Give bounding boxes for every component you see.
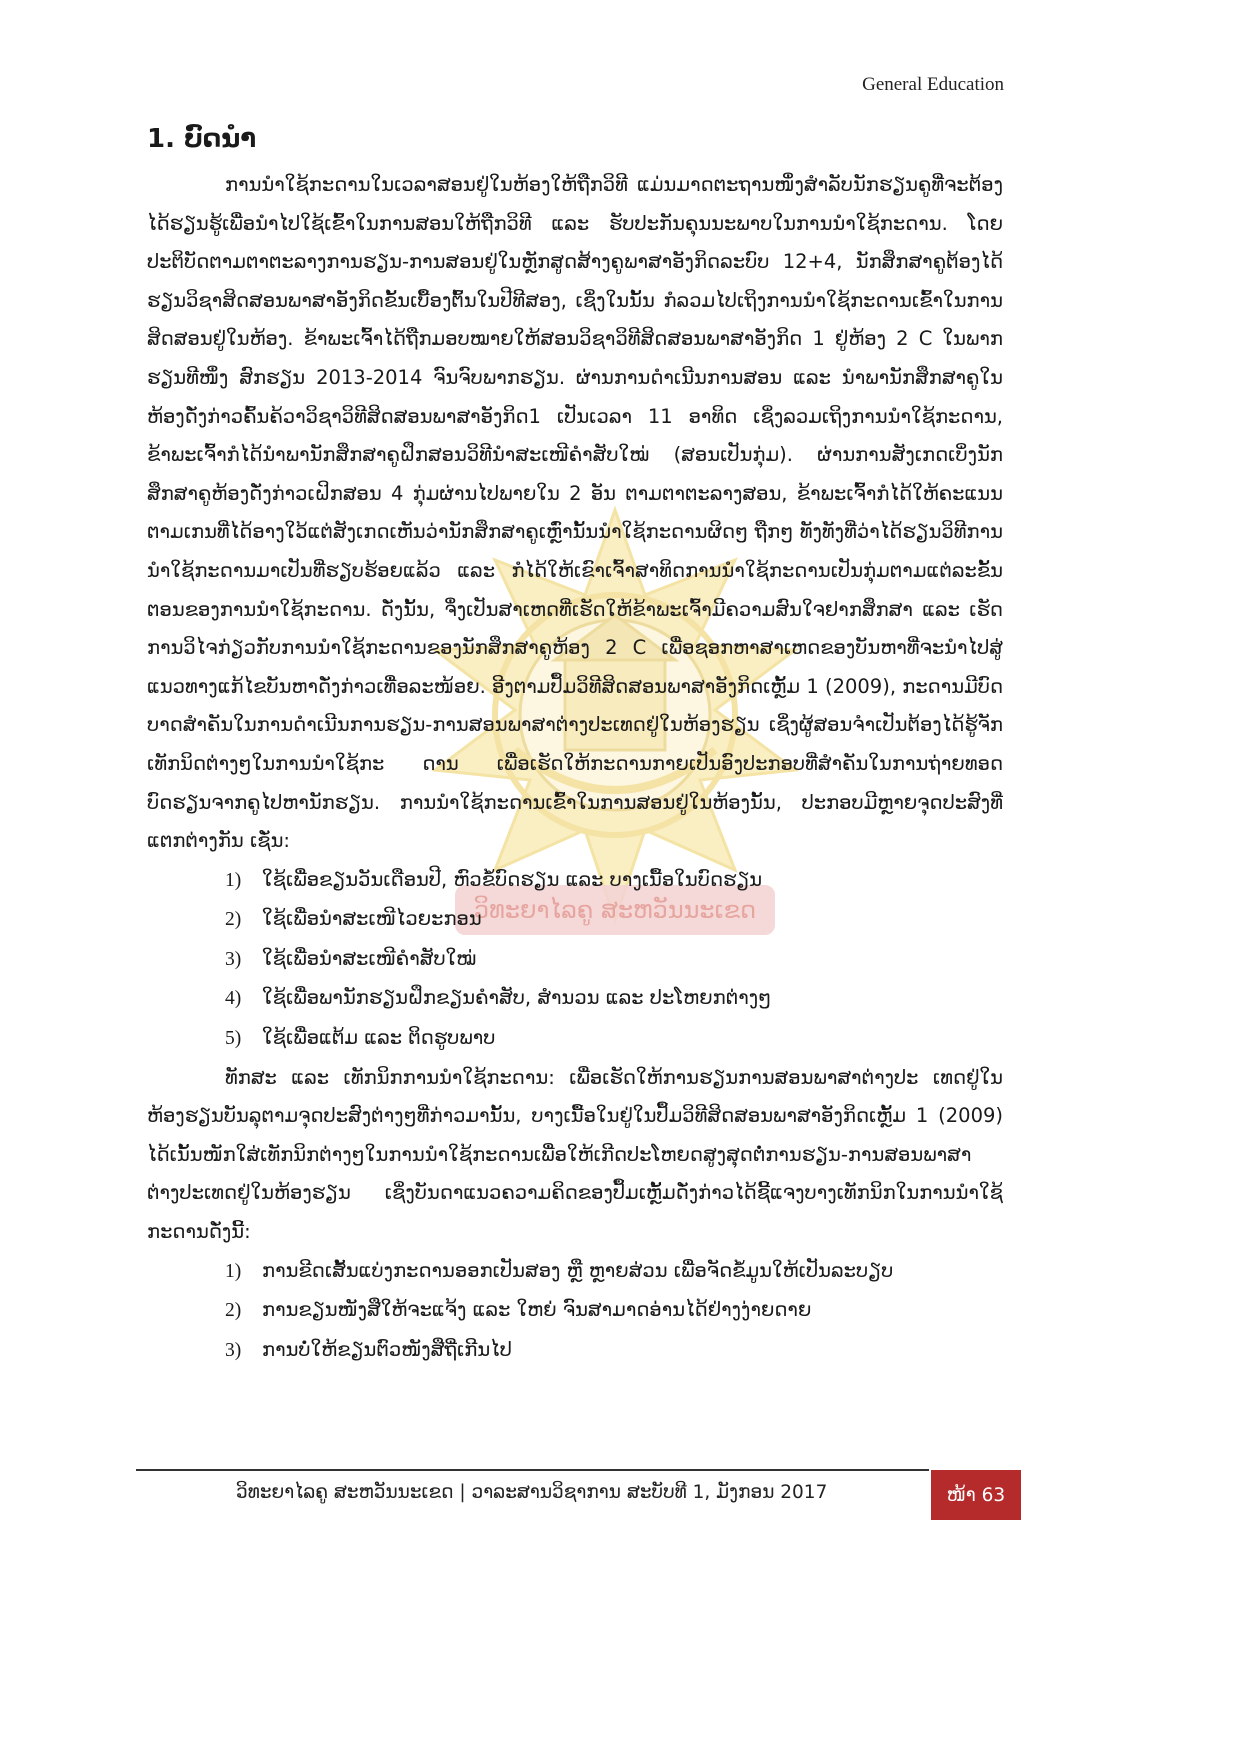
list-item	[147, 940, 1003, 980]
page-number-badge: ໜ້າ 63	[931, 1470, 1021, 1520]
list-item	[147, 900, 1003, 940]
list-text: ການຂີດເສັ້ນແບ່ງກະດານອອກເປັນສອງ ຫຼື ຫຼາຍສ່ວນ ເພື່ອຈັດຂໍ້ມູນໃຫ້ເປັນລະບຽບ	[262, 1258, 894, 1282]
list-text: ໃຊ້ເພື່ອພານັກຮຽນຝຶກຂຽນຄໍາສັບ, ສໍານວນ ແລະ ປະໂຫຍກຕ່າງໆ	[262, 986, 772, 1010]
list-number: 3)	[225, 948, 242, 970]
section-title: 1. ບົດນໍາ	[147, 124, 257, 154]
paragraph-techniques: ທັກສະ ແລະ ເທັກນິກການນໍາໃຊ້ກະດານ: ເພື່ອເຮັດໃຫ້ການຮຽນການສອນພາສາຕ່າງປະ ເທດຢູ່ໃນຫ້ອງຮຽນບັນລຸຕາມຈຸດປະສົງຕ່າງໆທີ່ກ່າວມານັ້ນ, ບາງເນື້ອໃນຢູ່ໃນປຶ້ມວິທີສິດສອນພາສາອັງກິດເຫຼັ້ມ 1 (2009) ໄດ້ເນັ້ນໜັກໃສ່ເທັກນິກຕ່າງໆໃນການນໍາໃຊ້ກະດານເພື່ອໃຫ້ເກີດປະໂຫຍດສູງສຸດຕໍ່ການຮຽນ-ການສອນພາສາຕ່າງປະເທດຢູ່ໃນຫ້ອງຮຽນ ເຊິ່ງບັນດາແນວຄວາມຄິດຂອງປຶ້ມເຫຼັ້ມດັ່ງກ່າວໄດ້ຊີ້ແຈງບາງເທັກນິກໃນການນໍາໃຊ້ກະດານດັ່ງນີ້:	[147, 1065, 1003, 1244]
list-text: ໃຊ້ເພື່ອແຕ້ມ ແລະ ຕິດຮູບພາບ	[262, 1026, 496, 1050]
list-text: ໃຊ້ເພື່ອຂຽນວັນເດືອນປີ, ຫົວຂໍ້ບົດຮຽນ ແລະ ບາງເນື້ອໃນບົດຮຽນ	[262, 867, 763, 891]
list-text: ໃຊ້ເພື່ອນໍາສະເໜີໄວຍະກອນ	[262, 907, 482, 931]
list-item	[147, 1291, 1003, 1331]
footer-divider	[136, 1469, 929, 1471]
list-number: 1)	[225, 1260, 242, 1282]
footer-journal-info: ວິທະຍາໄລຄູ ສະຫວັນນະເຂດ | ວາລະສານວິຊາການ ສະບັບທີ 1, ມັງກອນ 2017	[236, 1482, 828, 1503]
body-content	[147, 166, 1003, 1370]
list-item	[147, 1252, 1003, 1292]
list-text: ການບໍ່ໃຫ້ຂຽນຕົວໜັງສືຖີ່ເກີນໄປ	[262, 1337, 512, 1361]
list-techniques	[147, 1252, 1003, 1371]
list-number: 4)	[225, 988, 242, 1010]
list-item	[147, 1331, 1003, 1371]
list-number: 5)	[225, 1028, 242, 1050]
paragraph-intro: ການນໍາໃຊ້ກະດານໃນເວລາສອນຢູ່ໃນຫ້ອງໃຫ້ຖືກວິທີ ແມ່ນມາດຕະຖານໜຶ່ງສໍາລັບນັກຮຽນຄູທີ່ຈະຕ້ອງໄດ້ຮຽນຮູ້ເພື່ອນໍາໄປໃຊ້ເຂົ້າໃນການສອນໃຫ້ຖືກວິທີ ແລະ ຮັບປະກັນຄຸນນະພາບໃນການນໍາໃຊ້ກະດານ. ໂດຍປະຕິບັດຕາມຕາຕະລາງການຮຽນ-ການສອນຢູ່ໃນຫຼັກສູດສ້າງຄູພາສາອັງກິດລະບົບ 12+4, ນັກສຶກສາຄູຕ້ອງໄດ້ຮຽນວິຊາສິດສອນພາສາອັງກິດຂັ້ນເບື້ອງຕົ້ນໃນປີທີສອງ, ເຊິ່ງໃນນັ້ນ ກໍລວມໄປເຖິງການນໍາໃຊ້ກະດານເຂົ້າໃນການສິດສອນຢູ່ໃນຫ້ອງ. ຂ້າພະເຈົ້າໄດ້ຖືກມອບໝາຍໃຫ້ສອນວິຊາວິທີສິດສອນພາສາອັງກິດ 1 ຢູ່ຫ້ອງ 2 C ໃນພາກຮຽນທີໜຶ່ງ ສົກຮຽນ 2013-2014 ຈົນຈົບພາກຮຽນ. ຜ່ານການດໍາເນີນການສອນ ແລະ ນໍາພານັກສຶກສາຄູໃນຫ້ອງດັ່ງກ່າວຄົ້ນຄ້ວາວິຊາວິທີສິດສອນພາສາອັງກິດ1 ເປັນເວລາ 11 ອາທິດ ເຊິ່ງລວມເຖິງການນໍາໃຊ້ກະດານ, ຂ້າພະເຈົ້າກໍໄດ້ນໍາພານັກສຶກສາຄູຝຶກສອນວິທີນໍາສະເໜີຄໍາສັບໃໝ່ (ສອນເປັນກຸ່ມ). ຜ່ານການສັງເກດເບິ່ງນັກສຶກສາຄູຫ້ອງດັ່ງກ່າວເຝິກສອນ 4 ກຸ່ມຜ່ານໄປພາຍໃນ 2 ອັນ ຕາມຕາຕະລາງສອນ, ຂ້າພະເຈົ້າກໍໄດ້ໃຫ້ຄະແນນຕາມເກນທີ່ໄດ້ອາງໃວ້ແຕ່ສັງເກດເຫັນວ່ານັກສຶກສາຄູເຫຼົ່ານັ້ນນໍາໃຊ້ກະດານຜິດໆ ຖືກໆ ທັງທັງທີ່ວ່າໄດ້ຮຽນວິທີການນໍາໃຊ້ກະດານມາເປັນທີ່ຮຽບຮ້ອຍແລ້ວ ແລະ ກໍໄດ້ໃຫ້ເຂົາເຈົ້າສາທິດການນໍາໃຊ້ກະດານເປັນກຸ່ມຕາມແຕ່ລະຂັ້ນຕອນຂອງການນໍາໃຊ້ກະດານ. ດັ່ງນັ້ນ, ຈຶ່ງເປັນສາເຫດທີ່ເຮັດໃຫ້ຂ້າພະເຈົ້າມີຄວາມສົນໃຈຢາກສຶກສາ ແລະ ເຮັດການວິໄຈກ່ຽວກັບການນໍາໃຊ້ກະດານຂອງນັກສຶກສາຄູຫ້ອງ 2 C ເພື່ອຊອກຫາສາເຫດຂອງບັນຫາທີ່ຈະນໍາໄປສູ່ແນວທາງແກ້ໄຂບັນຫາດັ່ງກ່າວເທື່ອລະໜ້ອຍ. ອີງຕາມປຶ້ມວິທີສິດສອນພາສາອັງກິດເຫຼັ້ມ 1 (2009), ກະດານມີບົດບາດສໍາຄັນໃນການດໍາເນີນການຮຽນ-ການສອນພາສາຕ່າງປະເທດຢູ່ໃນຫ້ອງຮຽນ ເຊິ່ງຜູ້ສອນຈໍາເປັນຕ້ອງໄດ້ຮູ້ຈັກເທັກນິດຕ່າງໆໃນການນໍາໃຊ້ກະ ດານ ເພື່ອເຮັດໃຫ້ກະດານກາຍເປັນອົງປະກອບທີ່ສໍາຄັນໃນການຖ່າຍທອດບົດຮຽນຈາກຄູໄປຫານັກຮຽນ. ການນໍາໃຊ້ກະດານເຂົ້າໃນການສອນຢູ່ໃນຫ້ອງນັ້ນ, ປະກອບມີຫຼາຍຈຸດປະສົງທີ່ແຕກຕ່າງກັນ ເຊັ່ນ:	[147, 173, 1003, 853]
list-purposes	[147, 861, 1003, 1059]
watermark-label: ວິທະຍາໄລຄູ ສະຫວັນນະເຂດ	[473, 896, 757, 924]
list-text: ການຂຽນໜັງສືໃຫ້ຈະແຈ້ງ ແລະ ໃຫຍ່ ຈົນສາມາດອ່ານໄດ້ຢ່າງງ່າຍດາຍ	[262, 1298, 812, 1322]
list-number: 2)	[225, 909, 242, 931]
list-number: 2)	[225, 1300, 242, 1322]
list-item	[147, 1019, 1003, 1059]
running-head: General Education	[862, 74, 1004, 95]
list-item	[147, 861, 1003, 901]
list-item	[147, 979, 1003, 1019]
list-number: 1)	[225, 869, 242, 891]
list-text: ໃຊ້ເພື່ອນໍາສະເໜີຄໍາສັບໃໝ່	[262, 946, 477, 970]
list-number: 3)	[225, 1339, 242, 1361]
